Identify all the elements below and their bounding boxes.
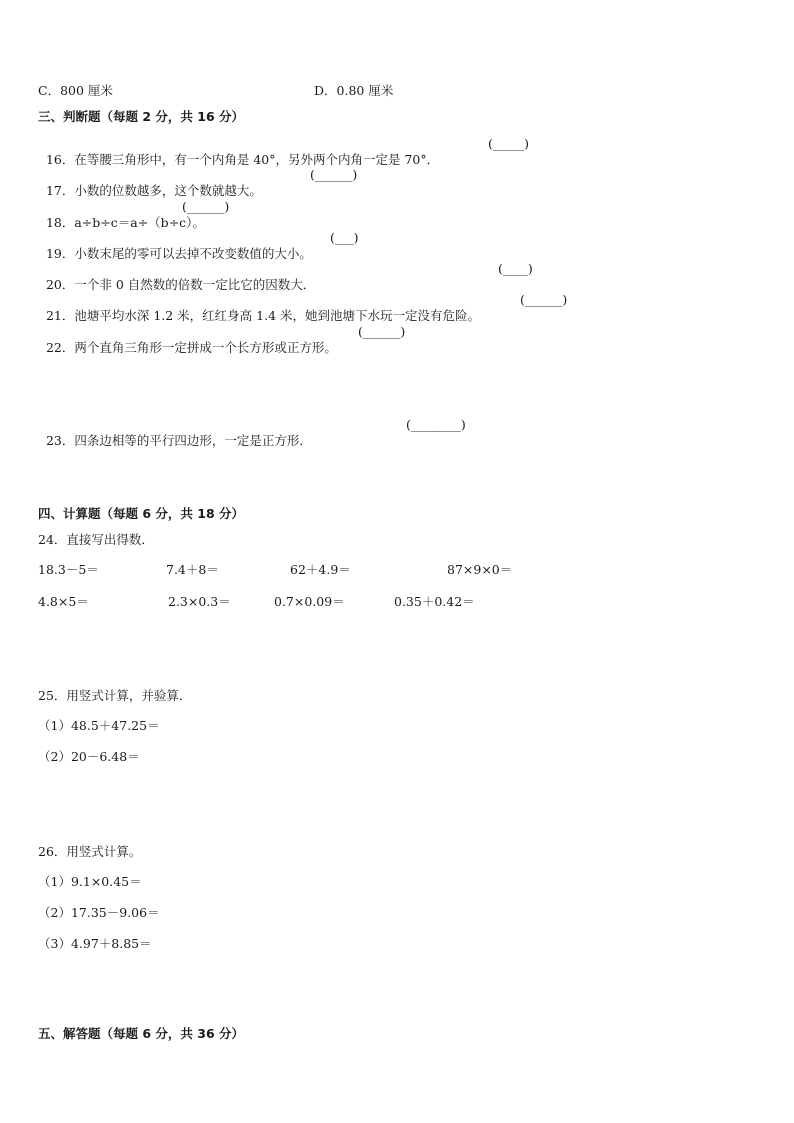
question-23-text: 23．四条边相等的平行四边形，一定是正方形． xyxy=(45,433,312,448)
question-19-answer-blank[interactable]: (___) xyxy=(330,230,359,245)
question-19-text: 19．小数末尾的零可以去掉不改变数值的大小。 xyxy=(45,246,312,261)
question-18 xyxy=(38,199,205,231)
section-3-title: 三、判断题（每题 2 分，共 16 分） xyxy=(38,109,245,124)
question-20-text: 20．一个非 0 自然数的倍数一定比它的因数大． xyxy=(45,277,316,292)
question-17 xyxy=(38,167,262,199)
q24-expr-4: 87×9×0＝ xyxy=(447,562,513,577)
question-26-item-3: （3）4.97＋8.85＝ xyxy=(38,936,152,951)
question-23 xyxy=(38,417,312,449)
question-26-item-1: （1）9.1×0.45＝ xyxy=(38,874,142,889)
q24-expr-2: 7.4＋8＝ xyxy=(166,562,219,577)
question-21-text: 21．池塘平均水深 1.2 米，红红身高 1.4 米，她到池塘下水玩一定没有危险。 xyxy=(45,308,481,323)
question-22-text: 22．两个直角三角形一定拼成一个长方形或正方形。 xyxy=(45,340,337,355)
question-18-text: 18．a÷b÷c＝a÷（b÷c）。 xyxy=(45,215,205,230)
question-26-item-2: （2）17.35－9.06＝ xyxy=(38,905,160,920)
question-18-answer-blank[interactable]: (______) xyxy=(182,199,230,214)
question-22-answer-blank[interactable]: (______) xyxy=(358,324,406,339)
question-17-answer-blank[interactable]: (______) xyxy=(310,167,358,182)
q24-expr-6: 2.3×0.3＝ xyxy=(168,594,231,609)
question-25-item-1: （1）48.5＋47.25＝ xyxy=(38,718,160,733)
q24-expr-8: 0.35＋0.42＝ xyxy=(394,594,475,609)
q24-expr-5: 4.8×5＝ xyxy=(38,594,89,609)
question-25-title: 25．用竖式计算，并验算． xyxy=(38,688,192,703)
option-c: C．800 厘米 xyxy=(38,83,113,98)
q24-expr-7: 0.7×0.09＝ xyxy=(274,594,345,609)
question-21 xyxy=(38,292,480,324)
question-23-answer-blank[interactable]: (________) xyxy=(406,417,466,432)
q24-expr-3: 62＋4.9＝ xyxy=(290,562,351,577)
question-24-title: 24．直接写出得数． xyxy=(38,532,154,547)
question-22 xyxy=(38,324,337,356)
question-20 xyxy=(38,261,315,293)
q24-expr-1: 18.3－5＝ xyxy=(38,562,99,577)
question-17-text: 17．小数的位数越多，这个数就越大。 xyxy=(45,183,262,198)
question-20-answer-blank[interactable]: (____) xyxy=(498,261,533,276)
question-25-item-2: （2）20－6.48＝ xyxy=(38,749,140,764)
question-21-answer-blank[interactable]: (______) xyxy=(520,292,568,307)
section-4-title: 四、计算题（每题 6 分，共 18 分） xyxy=(38,506,245,521)
question-16-answer-blank[interactable]: (_____) xyxy=(488,136,530,151)
question-16-text: 16．在等腰三角形中，有一个内角是 40°，另外两个内角一定是 70°． xyxy=(45,152,440,167)
question-19 xyxy=(38,230,312,262)
section-5-title: 五、解答题（每题 6 分，共 36 分） xyxy=(38,1026,245,1041)
option-d: D．0.80 厘米 xyxy=(314,83,394,98)
question-16 xyxy=(38,136,439,168)
question-26-title: 26．用竖式计算。 xyxy=(38,844,142,859)
